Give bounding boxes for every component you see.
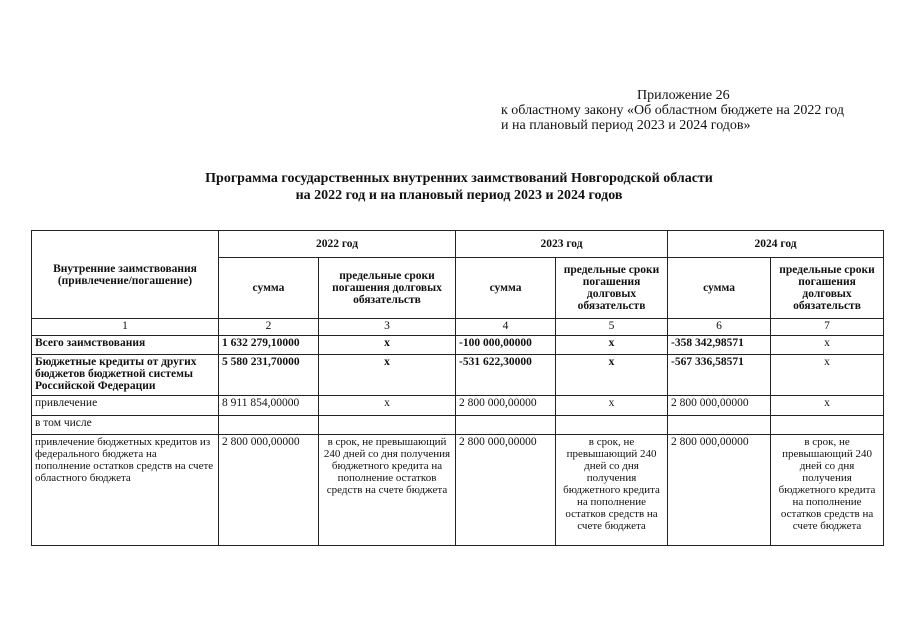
table-row-total	[32, 336, 884, 355]
table-row-federal-credits	[32, 435, 884, 546]
appendix-law-reference-cont: и на плановый период 2023 и 2024 годов»	[501, 118, 751, 133]
empty-cell	[668, 416, 771, 435]
table-row-including	[32, 416, 884, 435]
header-borrowings: Внутренние заимствования (привлечение/погашение)	[32, 231, 219, 319]
cell-terms-2024: х	[771, 355, 884, 396]
cell-sum-2024: 2 800 000,00000	[668, 435, 771, 546]
header-sum-2022: сумма	[219, 258, 319, 319]
cell-terms-2024: х	[771, 336, 884, 355]
empty-cell	[556, 416, 668, 435]
column-number: 7	[771, 319, 884, 336]
header-year-2023: 2023 год	[456, 231, 668, 258]
column-number-row	[32, 319, 884, 336]
row-label: привлечение	[32, 396, 219, 416]
title-line-1: Программа государственных внутренних заимствований Новгородской области	[205, 171, 713, 186]
cell-terms-2023: х	[556, 355, 668, 396]
column-number: 1	[32, 319, 219, 336]
appendix-number: Приложение 26	[637, 88, 730, 103]
header-terms-2022: предельные сроки погашения долговых обязательств	[319, 258, 456, 319]
cell-sum-2022: 1 632 279,10000	[219, 336, 319, 355]
document-title	[100, 170, 818, 204]
column-number: 5	[556, 319, 668, 336]
cell-sum-2022: 2 800 000,00000	[219, 435, 319, 546]
empty-cell	[219, 416, 319, 435]
empty-cell	[456, 416, 556, 435]
cell-terms-2024: х	[771, 396, 884, 416]
cell-terms-2022: х	[319, 396, 456, 416]
table-row-budget-credits	[32, 355, 884, 396]
cell-sum-2023: 2 800 000,00000	[456, 396, 556, 416]
cell-terms-2022: х	[319, 355, 456, 396]
header-terms-2024: предельные сроки погашения долговых обязательств	[771, 258, 884, 319]
cell-terms-2023: х	[556, 336, 668, 355]
row-label: привлечение бюджетных кредитов из федерального бюджета на пополнение остатков средств на счете областного бюджета	[32, 435, 219, 546]
header-sum-2023: сумма	[456, 258, 556, 319]
cell-terms-2022: х	[319, 336, 456, 355]
borrowing-program-table	[31, 230, 884, 546]
table-row-attraction	[32, 396, 884, 416]
cell-terms-2022: в срок, не превышающий 240 дней со дня получения бюджетного кредита на пополнение остатков средств на счете бюджета	[319, 435, 456, 546]
cell-sum-2022: 8 911 854,00000	[219, 396, 319, 416]
header-year-2024: 2024 год	[668, 231, 884, 258]
header-terms-2023: предельные сроки погашения долговых обязательств	[556, 258, 668, 319]
header-sum-2024: сумма	[668, 258, 771, 319]
row-label: Всего заимствования	[32, 336, 219, 355]
cell-terms-2024: в срок, не превышающий 240 дней со дня получения бюджетного кредита на пополнение остатков средств на счете бюджета	[771, 435, 884, 546]
cell-sum-2024: 2 800 000,00000	[668, 396, 771, 416]
cell-sum-2024: -358 342,98571	[668, 336, 771, 355]
cell-sum-2024: -567 336,58571	[668, 355, 771, 396]
cell-sum-2023: -531 622,30000	[456, 355, 556, 396]
empty-cell	[319, 416, 456, 435]
header-year-2022: 2022 год	[219, 231, 456, 258]
column-number: 6	[668, 319, 771, 336]
cell-sum-2023: -100 000,00000	[456, 336, 556, 355]
cell-sum-2022: 5 580 231,70000	[219, 355, 319, 396]
appendix-law-reference: к областному закону «Об областном бюджете на 2022 год	[501, 103, 844, 118]
column-number: 2	[219, 319, 319, 336]
cell-terms-2023: в срок, не превышающий 240 дней со дня получения бюджетного кредита на пополнение остатков средств на счете бюджета	[556, 435, 668, 546]
column-number: 3	[319, 319, 456, 336]
cell-sum-2023: 2 800 000,00000	[456, 435, 556, 546]
row-label: Бюджетные кредиты от других бюджетов бюджетной системы Российской Федерации	[32, 355, 219, 396]
title-line-2: на 2022 год и на плановый период 2023 и 2024 годов	[295, 188, 623, 203]
cell-terms-2023: х	[556, 396, 668, 416]
header-row-years	[32, 231, 884, 258]
row-label: в том числе	[32, 416, 219, 435]
empty-cell	[771, 416, 884, 435]
column-number: 4	[456, 319, 556, 336]
